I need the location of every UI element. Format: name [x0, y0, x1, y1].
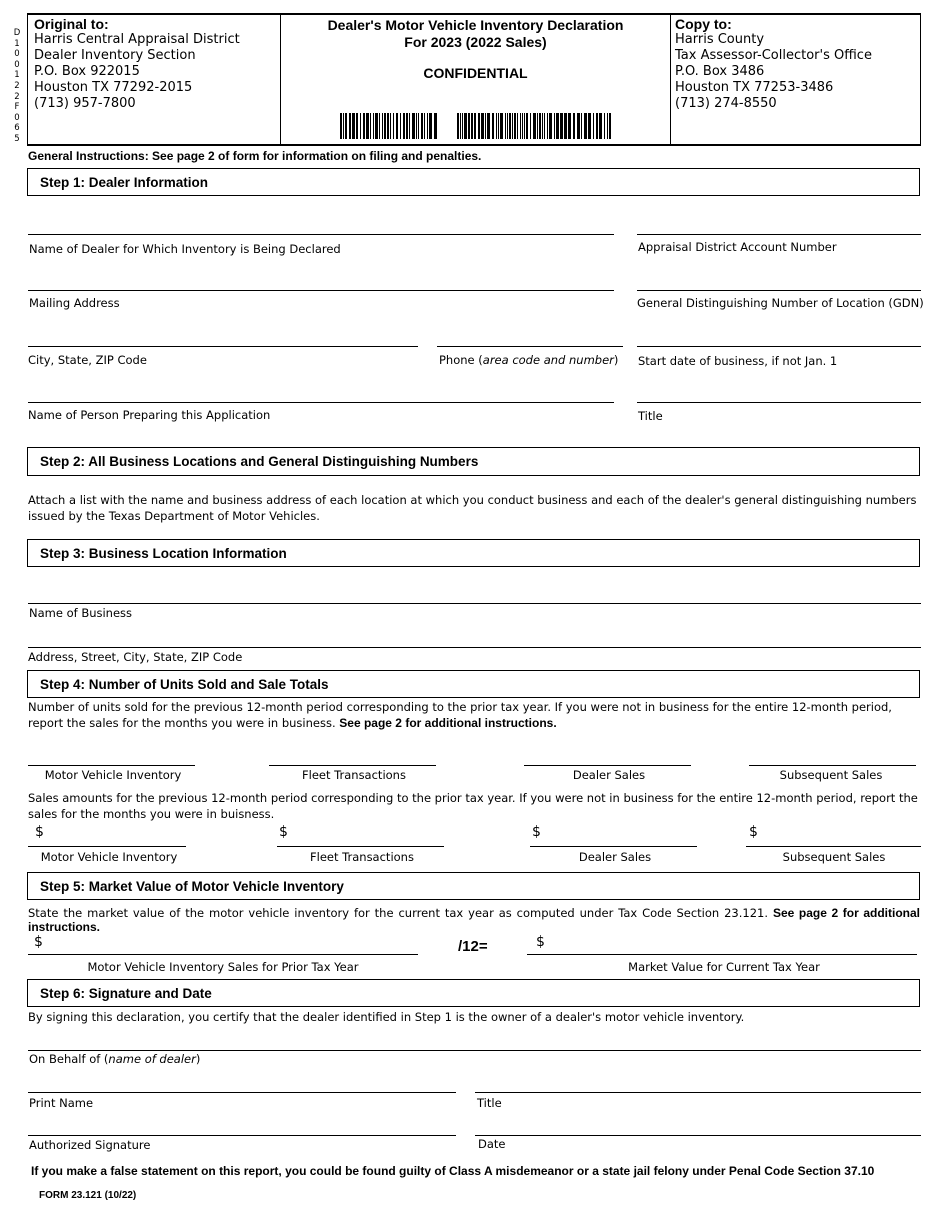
step3-title: Step 3: Business Location Information — [40, 546, 287, 561]
units-dealer-label: Dealer Sales — [572, 768, 646, 782]
step4-units-text: Number of units sold for the previous 12-month period corresponding to the prior tax year. If you were not in business for the entire 12-month period, report the sales for the months you were in business. See page 2 for additional instructions. — [28, 700, 892, 730]
copy-to-line: P.O. Box 3486 — [675, 64, 765, 79]
step2-title: Step 2: All Business Locations and General Distinguishing Numbers — [40, 454, 479, 469]
step4-sales-text: Sales amounts for the previous 12-month period corresponding to the prior tax year. If you were not in business for the entire 12-month period, report the sales for the months you were in buisness. — [28, 791, 918, 821]
date-field[interactable] — [475, 1135, 921, 1136]
sales-mvi-field[interactable] — [28, 846, 186, 847]
units-fleet-field[interactable] — [269, 765, 436, 766]
dollar-sign: $ — [34, 934, 43, 950]
form-number: FORM 23.121 (10/22) — [39, 1190, 137, 1201]
dealer-name-label: Name of Dealer for Which Inventory is Being Declared — [29, 242, 341, 256]
sales-dealer-field[interactable] — [530, 846, 697, 847]
step5-title: Step 5: Market Value of Motor Vehicle Inventory — [40, 879, 344, 894]
step2-header — [27, 447, 920, 476]
preparer-field[interactable] — [28, 402, 614, 403]
original-to-line: Harris Central Appraisal District — [34, 32, 240, 47]
form-year: For 2023 (2022 Sales) — [404, 34, 547, 50]
sales-mvi-label: Motor Vehicle Inventory — [40, 850, 178, 864]
on-behalf-field[interactable] — [28, 1050, 921, 1051]
mailing-address-label: Mailing Address — [29, 296, 120, 310]
dollar-sign: $ — [536, 934, 545, 950]
step4-title: Step 4: Number of Units Sold and Sale Totals — [40, 677, 329, 692]
signer-title-label: Title — [477, 1096, 502, 1110]
step6-title: Step 6: Signature and Date — [40, 986, 212, 1001]
copy-to-line: (713) 274-8550 — [675, 96, 777, 111]
preparer-label: Name of Person Preparing this Application — [28, 408, 271, 422]
title-field[interactable] — [637, 402, 921, 403]
start-date-field[interactable] — [637, 346, 921, 347]
original-to-line: (713) 957-7800 — [34, 96, 136, 111]
units-subsequent-label: Subsequent Sales — [779, 768, 883, 782]
header-box — [27, 13, 921, 146]
phone-field[interactable] — [437, 346, 623, 347]
sales-dealer-label: Dealer Sales — [578, 850, 652, 864]
original-to-line: Houston TX 77292-2015 — [34, 80, 193, 95]
gdn-label: General Distinguishing Number of Location (GDN) — [637, 296, 924, 310]
sales-subsequent-field[interactable] — [746, 846, 921, 847]
step2-text: Attach a list with the name and business address of each location at which you conduct business and each of the dealer's general distinguishing numbers issued by the Texas Department of Motor Vehicles. — [28, 493, 917, 523]
copy-to-line: Tax Assessor-Collector's Office — [675, 48, 872, 63]
barcode-image — [340, 113, 612, 139]
step6-header — [27, 979, 920, 1007]
signer-title-field[interactable] — [475, 1092, 921, 1093]
city-state-zip-field[interactable] — [28, 346, 418, 347]
dollar-sign: $ — [35, 824, 44, 840]
start-date-label: Start date of business, if not Jan. 1 — [638, 354, 838, 368]
business-address-field[interactable] — [28, 647, 921, 648]
divide-by-twelve: /12= — [458, 938, 488, 955]
sales-subsequent-label: Subsequent Sales — [782, 850, 886, 864]
market-value-field[interactable] — [527, 954, 917, 955]
copy-to-line: Houston TX 77253-3486 — [675, 80, 834, 95]
original-to-cell — [28, 15, 281, 146]
signature-field[interactable] — [28, 1135, 456, 1136]
units-subsequent-field[interactable] — [749, 765, 916, 766]
print-name-field[interactable] — [28, 1092, 456, 1093]
print-name-label: Print Name — [29, 1096, 94, 1110]
title-cell — [281, 15, 671, 146]
on-behalf-label: On Behalf of (name of dealer) — [29, 1052, 201, 1066]
step4-header — [27, 670, 920, 698]
units-fleet-label: Fleet Transactions — [302, 768, 406, 782]
form-id-vertical: D 1 0 0 1 2 2 F 0 6 5 — [13, 28, 21, 144]
sales-fleet-field[interactable] — [277, 846, 444, 847]
business-address-label: Address, Street, City, State, ZIP Code — [28, 650, 243, 664]
city-state-zip-label: City, State, ZIP Code — [28, 353, 147, 367]
market-value-label: Market Value for Current Tax Year — [628, 960, 820, 974]
account-number-label: Appraisal District Account Number — [638, 240, 837, 254]
form-title: Dealer's Motor Vehicle Inventory Declaration — [327, 17, 624, 33]
units-dealer-field[interactable] — [524, 765, 691, 766]
step5-header — [27, 872, 920, 900]
business-name-label: Name of Business — [29, 606, 133, 620]
business-name-field[interactable] — [28, 603, 921, 604]
gdn-field[interactable] — [637, 290, 921, 291]
signature-label: Authorized Signature — [29, 1138, 151, 1152]
units-mvi-label: Motor Vehicle Inventory — [44, 768, 182, 782]
account-number-field[interactable] — [637, 234, 921, 235]
mailing-address-field[interactable] — [28, 290, 614, 291]
dealer-name-field[interactable] — [28, 234, 614, 235]
false-statement-warning: If you make a false statement on this report, you could be found guilty of Class A misdemeanor or a state jail felony under Penal Code Section 37.10 — [31, 1164, 875, 1178]
original-to-line: Dealer Inventory Section — [34, 48, 196, 63]
copy-to-cell — [671, 15, 920, 146]
dollar-sign: $ — [532, 824, 541, 840]
copy-to-heading: Copy to: — [675, 16, 732, 32]
sales-fleet-label: Fleet Transactions — [310, 850, 414, 864]
prior-sales-field[interactable] — [28, 954, 418, 955]
title-label: Title — [638, 409, 663, 423]
dollar-sign: $ — [279, 824, 288, 840]
original-to-heading: Original to: — [34, 16, 109, 32]
date-label: Date — [478, 1137, 506, 1151]
step6-text: By signing this declaration, you certify that the dealer identified in Step 1 is the owner of a dealer's motor vehicle inventory. — [28, 1010, 745, 1024]
units-mvi-field[interactable] — [28, 765, 195, 766]
copy-to-line: Harris County — [675, 32, 765, 47]
dollar-sign: $ — [749, 824, 758, 840]
step1-header — [27, 168, 920, 196]
prior-sales-label: Motor Vehicle Inventory Sales for Prior Tax Year — [87, 960, 359, 974]
confidential-label: CONFIDENTIAL — [423, 65, 528, 81]
step1-title: Step 1: Dealer Information — [40, 175, 209, 190]
step3-header — [27, 539, 920, 567]
phone-label: Phone (area code and number) — [439, 353, 619, 367]
general-instructions: General Instructions: See page 2 of form for information on filing and penalties. — [28, 149, 482, 163]
original-to-line: P.O. Box 922015 — [34, 64, 140, 79]
step5-text: State the market value of the motor vehicle inventory for the current tax year as computed under Tax Code Section 23.121. See page 2 for additional instructions. — [28, 906, 921, 934]
